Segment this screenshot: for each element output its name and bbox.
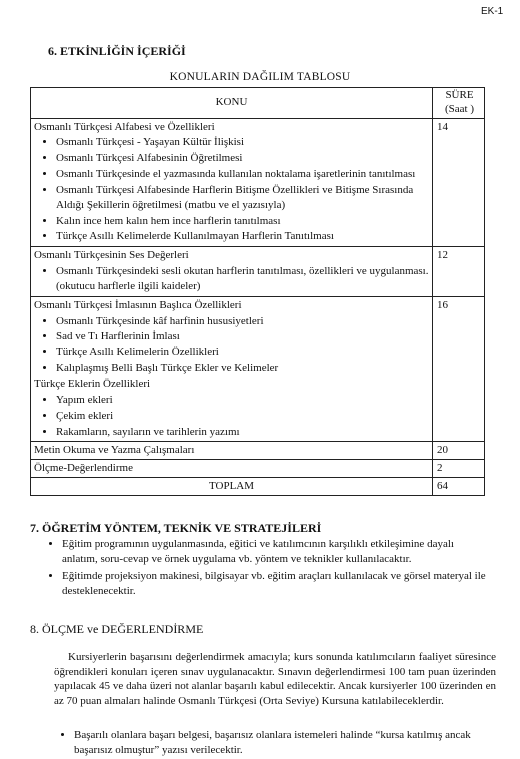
assessment-list — [58, 728, 498, 757]
list-item: • Başarılı olanlara başarı belgesi, başarısız olanlara istemeleri halinde “kursa katılmış ancak başarısız olmuştur” yazısı verilecektir. — [74, 728, 498, 757]
list-item: • Osmanlı Türkçesindeki sesli okutan harflerin tanıtılması, özellikleri ve uygulanması.(okutucu harflerle ilgili kaideler) — [56, 264, 429, 294]
topic-items — [34, 264, 429, 294]
methods-list — [44, 537, 489, 600]
table-row — [31, 118, 485, 247]
hours-cell: 12 — [433, 247, 485, 297]
list-item: • Kalıplaşmış Belli Başlı Türkçe Ekler ve Kelimeler — [56, 361, 429, 376]
total-label: TOPLAM — [31, 478, 433, 496]
list-item: • Osmanlı Türkçesi Alfabesinde Harflerin Bitişme Özellikleri ve Bitişme Sırasında Aldığı Şekillerin öğretilmesi (matbu ve el yazısıyla) — [56, 183, 429, 213]
list-item: • Eğitim programının uygulanmasında, eğitici ve katılımcının karşılıklı etkileşimine dayalı anlatım, soru-cevap ve örnek uygulama vb. yöntem ve teknikler kullanılacaktır. — [62, 537, 489, 568]
topic-subtitle: Türkçe Eklerin Özellikleri — [34, 378, 151, 390]
table-header-row — [31, 88, 485, 119]
table-row — [31, 460, 485, 478]
section-6-title: 6. ETKİNLİĞİN İÇERİĞİ — [48, 44, 186, 58]
list-item: • Yapım ekleri — [56, 393, 429, 408]
hours-cell: 14 — [433, 118, 485, 247]
list-item: • Osmanlı Türkçesi Alfabesinin Öğretilmesi — [56, 151, 429, 166]
list-item: • Sad ve Tı Harflerinin İmlası — [56, 329, 429, 344]
topics-table — [30, 87, 485, 496]
topic-items — [34, 314, 429, 440]
list-item: • Rakamların, sayıların ve tarihlerin yazımı — [56, 425, 429, 440]
section-8-title: 8. ÖLÇME ve DEĞERLENDİRME — [30, 622, 204, 636]
topic-items — [34, 135, 429, 244]
topic-cell — [31, 247, 433, 297]
col-topic-header: KONU — [31, 88, 433, 119]
col-duration-header — [433, 88, 485, 119]
topic-cell — [31, 296, 433, 442]
assessment-paragraph: Kursiyerlerin başarısını değerlendirmek amacıyla; kurs sonunda katılımcıların faaliyet süresince öğrendikleri konuları içeren sınav uygulanacaktır. Sınavın değerlendirmesi 100 tam puan üzerinden yapılacak 45 ve daha üzeri not alanlar başarılı kabul edilecektir. Ancak kursiyerler 100 üzerinden en az 70 puan almaları halinde Osmanlı Türkçesi (Orta Seviye) Kursuna katılabileceklerdir. — [54, 651, 496, 707]
assessment-bullets — [58, 727, 498, 758]
hours-cell: 20 — [433, 442, 485, 460]
section-7-body — [44, 536, 489, 601]
list-item: • Türkçe Asıllı Kelimelerin Özellikleri — [56, 345, 429, 360]
page-code: EK-1 — [481, 6, 504, 17]
total-row — [31, 478, 485, 496]
table-caption: KONULARIN DAĞILIM TABLOSU — [169, 71, 351, 83]
topic-cell — [31, 118, 433, 247]
list-item: • Osmanlı Türkçesi - Yaşayan Kültür İlişkisi — [56, 135, 429, 150]
list-item: • Osmanlı Türkçesinde el yazmasında kullanılan noktalama işaretlerinin tanıtılması — [56, 167, 429, 182]
section-7-title: 7. ÖĞRETİM YÖNTEM, TEKNİK VE STRATEJİLERİ — [30, 521, 322, 535]
list-item: • Kalın ince hem kalın hem ince harflerin tanıtılması — [56, 214, 429, 229]
col-duration-label: SÜRE — [445, 89, 474, 101]
table-row — [31, 247, 485, 297]
table-row — [31, 296, 485, 442]
topic-title: Metin Okuma ve Yazma Çalışmaları — [31, 442, 433, 460]
topic-title: Ölçme-Değerlendirme — [31, 460, 433, 478]
hours-cell: 16 — [433, 296, 485, 442]
topic-title: Osmanlı Türkçesinin Ses Değerleri — [34, 249, 189, 262]
topic-title: Osmanlı Türkçesi Alfabesi ve Özellikleri — [34, 120, 215, 133]
list-item: • Çekim ekleri — [56, 409, 429, 424]
list-item: • Türkçe Asıllı Kelimelerde Kullanılmayan Harflerin Tanıtılması — [56, 229, 429, 244]
hours-cell: 2 — [433, 460, 485, 478]
col-duration-unit: (Saat ) — [444, 102, 474, 115]
table-row — [31, 442, 485, 460]
list-item: • Eğitimde projeksiyon makinesi, bilgisayar vb. eğitim araçları kullanılacak ve görsel materyal ile desteklenecektir. — [62, 569, 489, 600]
topic-title: Osmanlı Türkçesi İmlasının Başlıca Özellikleri — [34, 298, 242, 311]
total-hours: 64 — [433, 478, 485, 496]
list-item: • Osmanlı Türkçesinde kâf harfinin hususiyetleri — [56, 314, 429, 329]
